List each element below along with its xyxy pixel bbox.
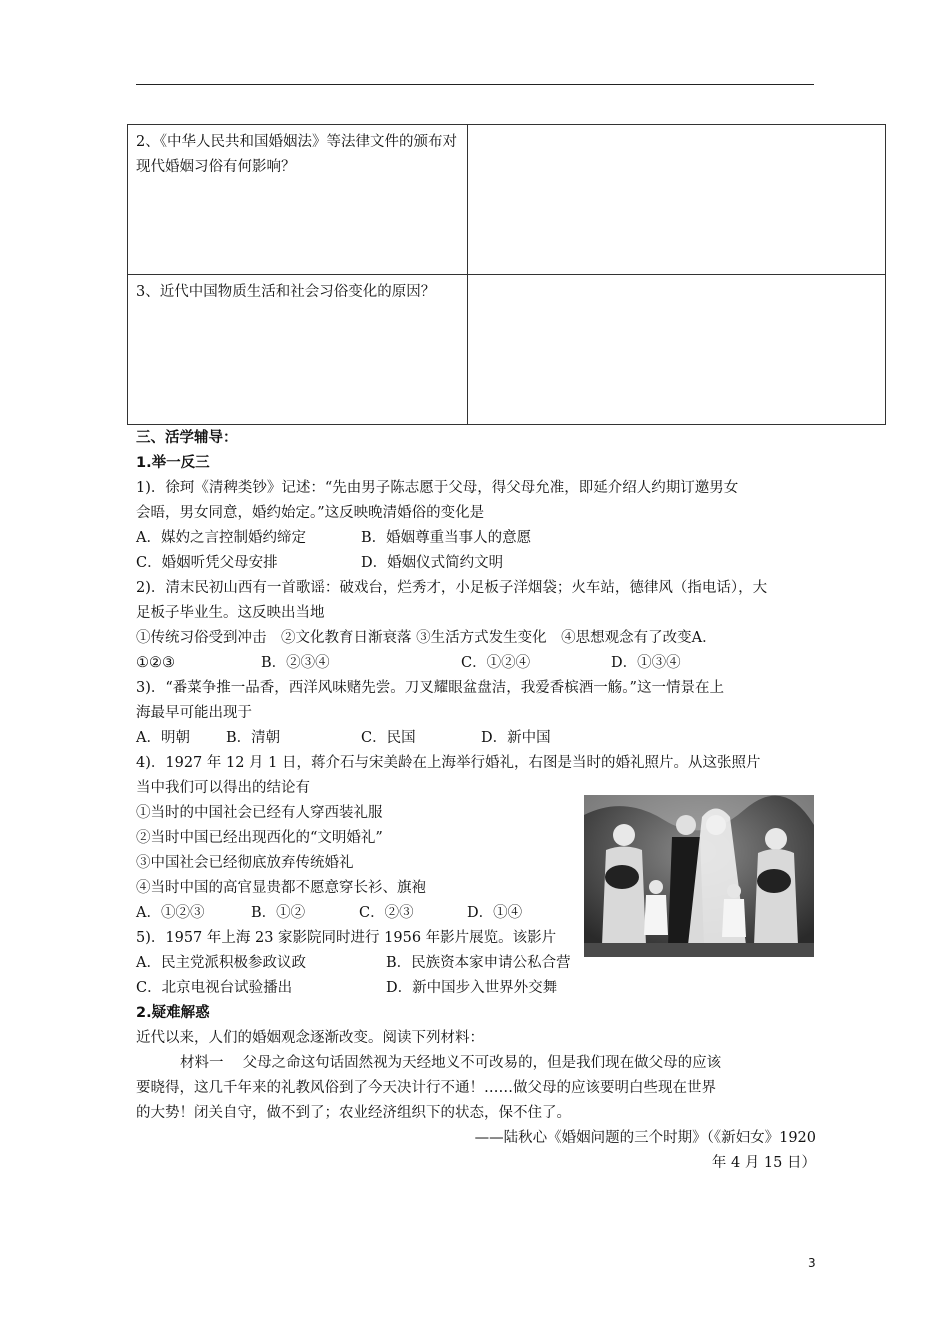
- option: D．婚姻仪式简约文明: [361, 555, 504, 571]
- table-row: [128, 275, 886, 425]
- option: A．民主党派积极参政议政: [136, 955, 306, 971]
- question-text: 2)．清末民初山西有一首歌谣：破戏台，烂秀才，小足板子洋烟袋；火车站，德律风（指电话），大: [136, 580, 768, 596]
- option: C．①②④: [461, 655, 531, 671]
- question-text: ④当时中国的高官显贵都不愿意穿长衫、旗袍: [136, 880, 426, 896]
- option: D．①④: [467, 905, 523, 921]
- option-row: [136, 526, 816, 551]
- wedding-photo-image: [584, 795, 814, 957]
- header-rule: [136, 84, 814, 85]
- material-text: 材料一 父母之命这句话固然视为天经地义不可改易的，但是我们现在做父母的应该: [180, 1055, 722, 1071]
- question-text: ①传统习俗受到冲击 ②文化教育日渐衰落 ③生活方式发生变化 ④思想观念有了改变A．: [136, 630, 717, 646]
- question-text: ②当时中国已经出现西化的“文明婚礼”: [136, 830, 383, 846]
- table-answer-cell[interactable]: [468, 125, 886, 275]
- option-row: [136, 726, 816, 751]
- question-text: 足板子毕业生。这反映出当地: [136, 605, 325, 621]
- table-question-cell: 2、《中华人民共和国婚姻法》等法律文件的颁布对现代婚姻习俗有何影响？: [128, 125, 468, 275]
- page-number: 3: [808, 1256, 816, 1270]
- table-question-cell: 3、近代中国物质生活和社会习俗变化的原因？: [128, 275, 468, 425]
- option: B．①②: [251, 905, 306, 921]
- subsection-title: 1.举一反三: [136, 455, 210, 471]
- subsection-title: 2.疑难解惑: [136, 1005, 210, 1021]
- question-text: 3)．“番菜争推一品香，西洋风味赌先尝。刀叉耀眼盆盘洁，我爱香槟酒一觞。”这一情景在上: [136, 680, 724, 696]
- option-row: [136, 551, 816, 576]
- question-text: 当中我们可以得出的结论有: [136, 780, 310, 796]
- material-text: 要晓得，这几千年来的礼教风俗到了今天决计行不通！……做父母的应该要明白些现在世界: [136, 1080, 716, 1096]
- option: ①②③: [136, 655, 175, 671]
- option: C．北京电视台试验播出: [136, 980, 293, 996]
- section-title: 三、活学辅导：: [136, 430, 238, 446]
- wedding-photo: [584, 795, 814, 957]
- material-text: 的大势！闭关自守，做不到了；农业经济组织下的状态，保不住了。: [136, 1105, 571, 1121]
- option: C．婚姻听凭父母安排: [136, 555, 278, 571]
- option: C．②③: [359, 905, 414, 921]
- question-text: 海最早可能出现于: [136, 705, 252, 721]
- table-answer-cell[interactable]: [468, 275, 886, 425]
- option: D．新中国步入世界外交舞: [386, 980, 558, 996]
- option: B．清朝: [226, 730, 281, 746]
- question-text: ①当时的中国社会已经有人穿西装礼服: [136, 805, 383, 821]
- material-source: 年 4 月 15 日）: [711, 1155, 816, 1171]
- table-row: [128, 125, 886, 275]
- option-row: [136, 651, 816, 676]
- option: A．①②③: [136, 905, 205, 921]
- option: A．明朝: [136, 730, 190, 746]
- material-source: ——陆秋心《婚姻问题的三个时期》（《新妇女》1920: [474, 1130, 816, 1146]
- question-table: [127, 124, 886, 425]
- option: B．②③④: [261, 655, 330, 671]
- option: D．①③④: [611, 655, 681, 671]
- question-text: ③中国社会已经彻底放弃传统婚礼: [136, 855, 354, 871]
- question-text: 会晤，男女同意，婚约始定。”这反映晚清婚俗的变化是: [136, 505, 485, 521]
- question-text: 5)．1957 年上海 23 家影院同时进行 1956 年影片展览。该影片: [136, 930, 557, 946]
- option: A．媒妁之言控制婚约缔定: [136, 530, 306, 546]
- option: B．婚姻尊重当事人的意愿: [361, 530, 532, 546]
- option-row: [136, 976, 816, 1001]
- intro-text: 近代以来，人们的婚姻观念逐渐改变。阅读下列材料：: [136, 1030, 484, 1046]
- option: D．新中国: [481, 730, 551, 746]
- question-text: 4)．1927 年 12 月 1 日，蒋介石与宋美龄在上海举行婚礼，右图是当时的婚礼照片。从这张照片: [136, 755, 761, 771]
- question-text: 1)．徐珂《清稗类钞》记述：“先由男子陈志愿于父母，得父母允准，即延介绍人约期订邀男女: [136, 480, 739, 496]
- option: B．民族资本家申请公私合营: [386, 955, 571, 971]
- option: C．民国: [361, 730, 416, 746]
